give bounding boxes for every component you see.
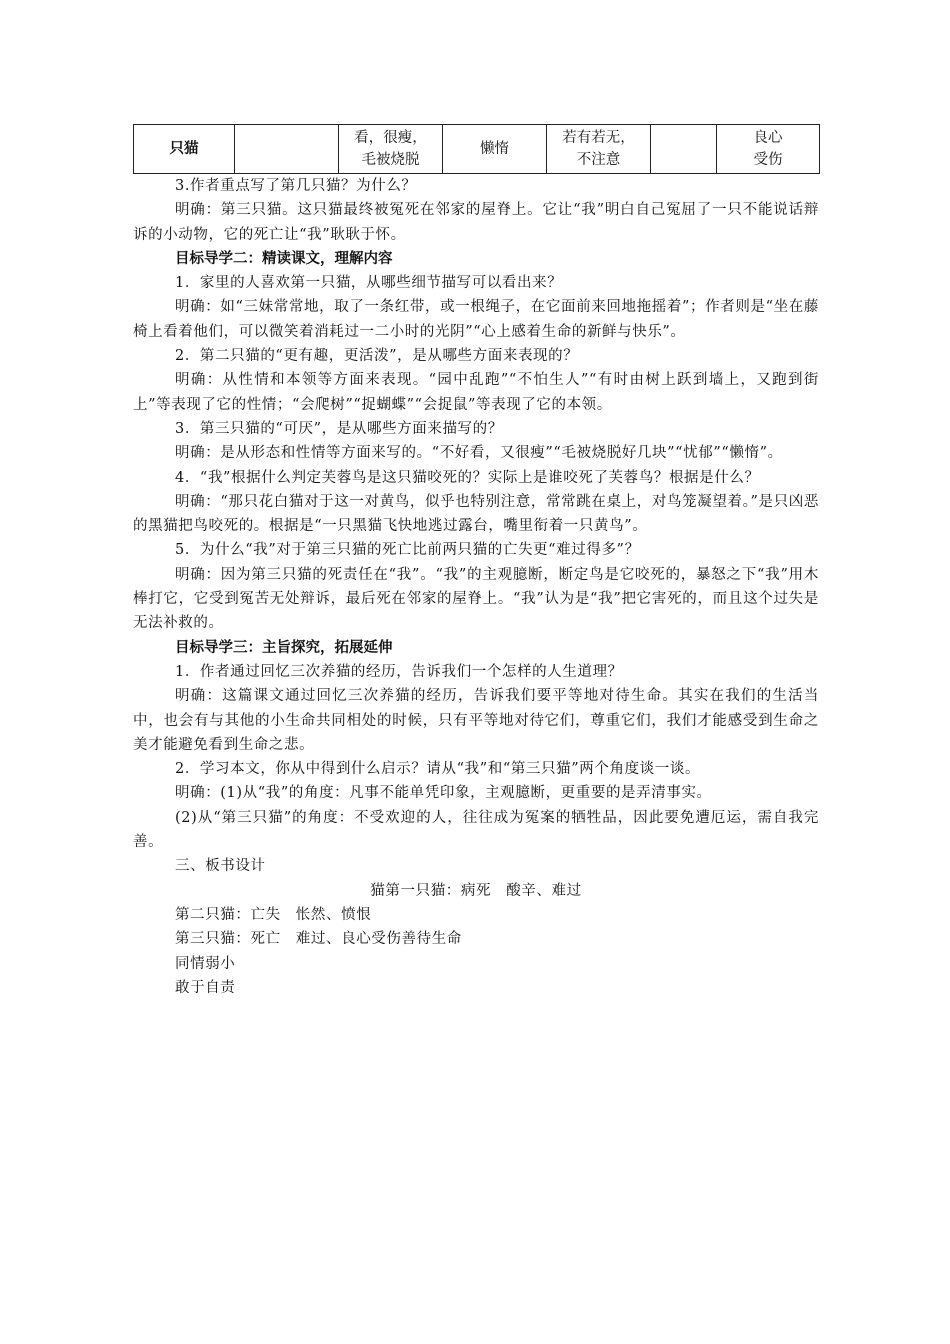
question-text: 2．学习本文，你从中得到什么启示？请从“我”和“第三只猫”两个角度谈一谈。 bbox=[175, 761, 701, 778]
table-cell: 看，很瘦， 毛被烧脱 bbox=[339, 125, 443, 174]
question-text: 3.作者重点写了第几只猫？为什么？ bbox=[175, 178, 417, 194]
document-page bbox=[133, 124, 819, 1000]
section-heading: 目标导学二：精读课文，理解内容 bbox=[175, 250, 393, 267]
section-heading: 目标导学三：主旨探究，拓展延伸 bbox=[175, 639, 393, 656]
cat-comparison-table bbox=[133, 124, 820, 174]
board-line: 第二只猫：亡失 怅然、愤恨 bbox=[175, 906, 372, 923]
question-text: 2．第二只猫的“更有趣，更活泼”，是从哪些方面来表现的？ bbox=[175, 348, 579, 365]
table-cell bbox=[235, 125, 339, 174]
section-title: 三、板书设计 bbox=[175, 858, 266, 875]
answer-text: 明确：(1)从“我”的角度：凡事不能单凭印象，主观臆断，更重要的是弄清事实。 bbox=[175, 785, 712, 802]
answer-text: 明确：“那只花白猫对于这一对黄鸟，似乎也特别注意，常常跳在桌上，对鸟笼凝望着。”是只凶恶的黑猫把鸟咬死的。根据是“一只黑猫飞快地逃过露台，嘴里衔着一只黄鸟”。 bbox=[133, 493, 819, 535]
answer-text: 明确：是从形态和性情等方面来写的。“不好看，又很瘦”“毛被烧脱好几块”“忧郁”“懒惰”。 bbox=[175, 445, 783, 462]
question-text: 3．第三只猫的“可厌”，是从哪些方面来描写的？ bbox=[175, 420, 503, 437]
table-cell: 懒惰 bbox=[443, 125, 547, 174]
answer-text: (2)从“第三只猫”的角度：不受欢迎的人，往往成为冤案的牺牲品，因此要免遭厄运，需自我完善。 bbox=[133, 809, 819, 851]
table-cell bbox=[651, 125, 717, 174]
question-text: 5．为什么“我”对于第三只猫的死亡比前两只猫的亡失更“难过得多”？ bbox=[175, 542, 640, 559]
table-row bbox=[134, 125, 820, 174]
answer-text: 明确：因为第三只猫的死责任在“我”。“我”的主观臆断，断定鸟是它咬死的，暴怒之下“我”用木棒打它，它受到冤苦无处辩诉，最后死在邻家的屋脊上。“我”认为是“我”把它害死的，而且这个过失是无法补救的。 bbox=[133, 566, 819, 632]
table-cell: 良心 受伤 bbox=[717, 125, 820, 174]
answer-text: 明确：如“三妹常常地，取了一条红带，或一根绳子，在它面前来回地拖摇着”；作者则是“坐在藤椅上看着他们，可以微笑着消耗过一二小时的光阴”“心上感着生命的新鲜与快乐”。 bbox=[133, 299, 819, 340]
question-text: 1．作者通过回忆三次养猫的经历，告诉我们一个怎样的人生道理？ bbox=[175, 663, 623, 680]
answer-text: 明确：这篇课文通过回忆三次养猫的经历，告诉我们要平等地对待生命。其实在我们的生活当中，也会有与其他的小生命共同相处的时候，只有平等地对待它们，尊重它们，我们才能感受到生命之美才能避免看到生命之悲。 bbox=[133, 688, 819, 753]
board-line: 猫第一只猫：病死 酸辛、难过 bbox=[370, 882, 582, 899]
board-line: 敢于自责 bbox=[175, 979, 236, 996]
answer-text: 明确：第三只猫。这只猫最终被冤死在邻家的屋脊上。它让“我”明白自己冤屈了一只不能说话辩诉的小动物，它的死亡让“我”耿耿于怀。 bbox=[133, 202, 819, 243]
answer-text: 明确：从性情和本领等方面来表现。“园中乱跑”“不怕生人”“有时由树上跃到墙上，又跑到街上”等表现了它的性情；“会爬树”“捉蝴蝶”“会捉鼠”等表现了它的本领。 bbox=[133, 372, 819, 413]
question-text: 1．家里的人喜欢第一只猫，从哪些细节描写可以看出来？ bbox=[175, 275, 563, 292]
board-line: 同情弱小 bbox=[175, 955, 236, 972]
question-text: 4．“我”根据什么判定芙蓉鸟是这只猫咬死的？实际上是谁咬死了芙蓉鸟？根据是什么？ bbox=[175, 469, 760, 486]
table-cell: 只猫 bbox=[134, 125, 235, 174]
table-cell: 若有若无， 不注意 bbox=[547, 125, 651, 174]
board-line: 第三只猫：死亡 难过、良心受伤善待生命 bbox=[175, 931, 462, 948]
